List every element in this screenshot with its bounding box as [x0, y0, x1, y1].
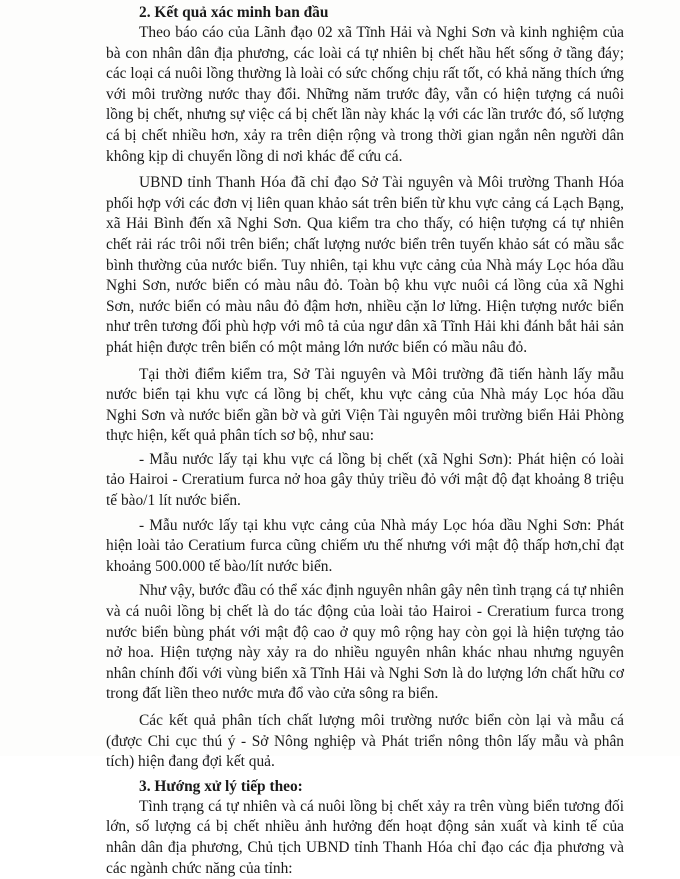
section-3-heading: 3. Hướng xử lý tiếp theo: [139, 777, 303, 795]
paragraph-initial-findings: Theo báo cáo của Lãnh đạo 02 xã Tĩnh Hải và Nghi Sơn và kinh nghiệm của bà con nhân dân địa phương, các loài cá tự nhiên bị chết hầu hết sống ở tầng đáy; các loại cá nuôi lồng thường là loài có sức chống chịu rất tốt, có khả năng thích ứng với môi trường nước thay đổi. Những năm trước đây, vẫn có hiện tượng cá nuôi lồng bị chết, nhưng sự việc cá bị chết lần này khác lạ với các lần trước đó, số lượng cá bị chết nhiều hơn, xảy ra trên diện rộng và trong thời gian ngắn nên người dân không kịp di chuyển lồng di nơi khác để cứu cá. [106, 24, 624, 165]
bullet-sample-cage-area: - Mẫu nước lấy tại khu vực cá lồng bị chết (xã Nghi Sơn): Phát hiện có loài tảo Hairoi - Creratium furca nở hoa gây thủy triều đỏ với mật độ đạt khoảng 8 triệu tế bào/1 lít nước biển. [106, 450, 624, 510]
document-body [106, 2, 624, 879]
paragraph-pending-results: Các kết quả phân tích chất lượng môi trường nước biển còn lại và mẫu cá (được Chi cục thú ý - Sở Nông nghiệp và Phát triển nông thôn lấy mẫu và phân tích) hiện đang đợi kết quả. [106, 712, 624, 771]
paragraph-survey: UBND tỉnh Thanh Hóa đã chỉ đạo Sở Tài nguyên và Môi trường Thanh Hóa phối hợp với các đơn vị liên quan khảo sát trên biển từ khu vực cảng cá Lạch Bạng, xã Hải Bình đến xã Nghi Sơn. Qua kiểm tra cho thấy, có hiện tượng cá tự nhiên chết rải rác trôi nổi trên biển; chất lượng nước biển trên tuyến khảo sát có mầu sắc bình thường của nước biển. Tuy nhiên, tại khu vực cảng của Nhà máy Lọc hóa dầu Nghi Sơn, nước biển có màu nâu đỏ. Toàn bộ khu vực nuôi cá lồng của xã Nghi Sơn, nước biển có màu nâu đỏ đậm hơn, nhiều cặn lơ lửng. Hiện tượng nước biển như trên tương đối phù hợp với mô tả của ngư dân xã Tĩnh Hải khi đánh bắt hải sản phát hiện được trên biển có một mảng lớn nước biển có mầu nâu đỏ. [106, 174, 624, 356]
paragraph-cause: Như vậy, bước đầu có thể xác định nguyên nhân gây nên tình trạng cá tự nhiên và cá nuôi lồng bị chết là do tác động của loài tảo Hairoi - Creratium furca trong nước biển bùng phát với mật độ cao ở quy mô rộng hay còn gọi là hiện tượng tảo nở hoa. Hiện tượng này xảy ra do nhiều nguyên nhân khác nhau nhưng nguyên nhân chính đối với vùng biển xã Tĩnh Hải và Nghi Sơn là do lượng lớn chất hữu cơ trong đất liền theo nước mưa đổ vào cửa sông ra biển. [106, 582, 624, 703]
paragraph-next-steps: Tình trạng cá tự nhiên và cá nuôi lồng bị chết xảy ra trên vùng biển tương đối lớn, số lượng cá bị chết nhiều ảnh hưởng đến hoạt động sản xuất và kinh tế của nhân dân địa phương, Chủ tịch UBND tỉnh Thanh Hóa chỉ đạo các địa phương và các ngành chức năng của tỉnh: [106, 797, 624, 877]
section-2-heading: 2. Kết quả xác minh ban đầu [139, 4, 329, 21]
bullet-sample-port-area: - Mẫu nước lấy tại khu vực cảng của Nhà máy Lọc hóa dầu Nghi Sơn: Phát hiện loài tảo Ceratium furca cũng chiếm ưu thế nhưng với mật độ thấp hơn,chỉ đạt khoảng 500.000 tế bào/lít nước biển. [106, 516, 624, 575]
paragraph-sampling: Tại thời điểm kiểm tra, Sở Tài nguyên và Môi trường đã tiến hành lấy mẫu nước biển tại khu vực cá lồng bị chết, khu vực cảng của Nhà máy Lọc hóa dầu Nghi Sơn và nước biển gần bờ và gửi Viện Tài nguyên môi trường biển Hải Phòng thực hiện, kết quả phân tích sơ bộ, như sau: [106, 365, 624, 445]
